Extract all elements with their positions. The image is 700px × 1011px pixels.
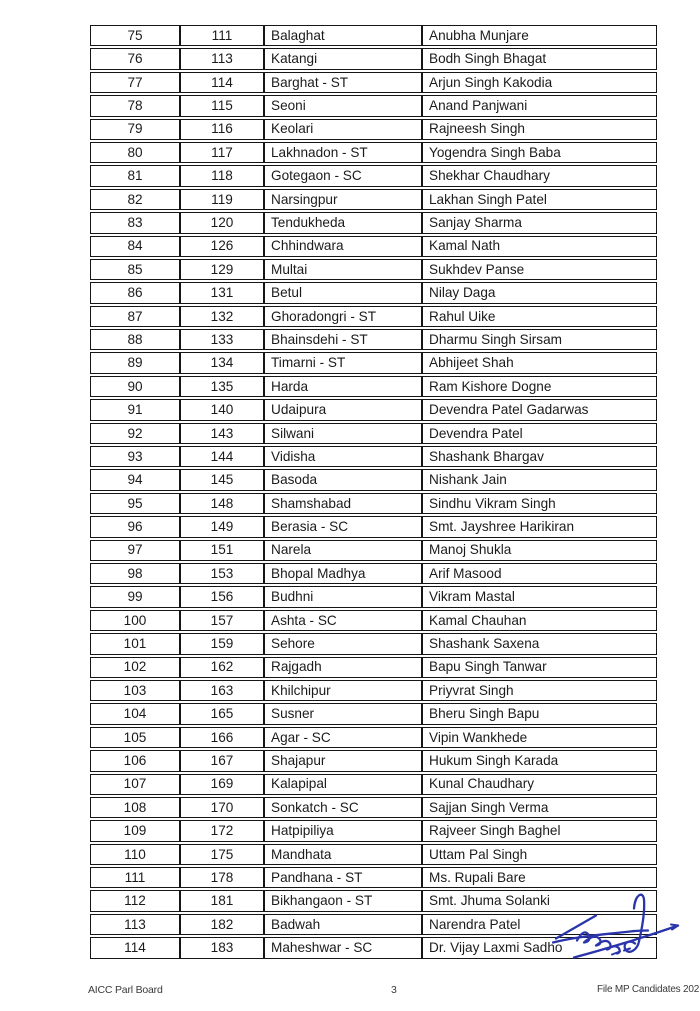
candidate-cell: Priyvrat Singh (421, 681, 656, 700)
constituency-cell: Ghoradongri - ST (263, 307, 421, 326)
code-cell: 175 (179, 845, 263, 864)
candidate-cell: Bheru Singh Bapu (421, 704, 656, 723)
serial-cell: 75 (127, 27, 143, 43)
serial-cell: 92 (127, 425, 143, 441)
candidate-cell: Kamal Chauhan (421, 611, 656, 630)
candidate-cell: Shekhar Chaudhary (421, 166, 656, 185)
constituency-cell: Chhindwara (263, 237, 421, 256)
candidate-cell: Nilay Daga (421, 283, 656, 302)
serial-cell: 98 (127, 565, 143, 581)
table-row (90, 142, 657, 163)
candidate-cell: Shashank Saxena (421, 634, 656, 653)
serial-cell: 94 (127, 472, 143, 488)
serial-cell: 105 (123, 729, 147, 745)
candidate-cell: Arjun Singh Kakodia (421, 73, 656, 92)
serial-cell: 78 (127, 98, 143, 114)
code-cell: 166 (179, 728, 263, 747)
footer-doc-label: AICC Parl Board (88, 984, 163, 996)
table-row (90, 189, 657, 210)
constituency-cell: Harda (263, 377, 421, 396)
code-cell: 181 (179, 891, 263, 910)
serial-cell: 112 (124, 893, 146, 909)
code-cell: 114 (179, 73, 263, 92)
table-row (90, 797, 657, 818)
code-cell: 156 (179, 587, 263, 606)
table-row (90, 516, 657, 537)
candidate-cell: Dharmu Singh Sirsam (421, 330, 656, 349)
constituency-cell: Keolari (263, 120, 421, 139)
constituency-cell: Bhainsdehi - ST (263, 330, 421, 349)
serial-cell: 83 (127, 215, 143, 231)
table-row (90, 469, 657, 490)
constituency-cell: Basoda (263, 470, 421, 489)
serial-cell: 106 (123, 753, 147, 768)
code-cell: 140 (179, 400, 263, 419)
table-row (90, 95, 657, 116)
constituency-cell: Pandhana - ST (263, 868, 421, 887)
serial-cell: 86 (127, 285, 143, 301)
constituency-cell: Betul (263, 283, 421, 302)
candidate-cell: Hukum Singh Karada (421, 751, 656, 770)
serial-cell: 91 (127, 402, 143, 418)
serial-cell: 107 (123, 776, 147, 792)
candidate-cell: Rahul Uike (421, 307, 656, 326)
serial-cell: 81 (127, 168, 143, 184)
serial-cell: 110 (124, 846, 146, 862)
constituency-cell: Maheshwar - SC (263, 938, 421, 957)
table-row (90, 329, 657, 350)
footer-file-label: File MP Candidates 202 (597, 984, 700, 995)
constituency-cell: Multai (263, 260, 421, 279)
candidate-cell: Smt. Jhuma Solanki (421, 891, 656, 910)
serial-cell: 113 (124, 916, 146, 932)
constituency-cell: Berasia - SC (263, 517, 421, 536)
serial-cell: 100 (123, 612, 147, 628)
code-cell: 132 (179, 307, 263, 326)
candidate-cell: Vikram Mastal (421, 587, 656, 606)
candidate-cell: Kamal Nath (421, 237, 656, 256)
constituency-cell: Seoni (263, 96, 421, 115)
table-row (90, 165, 657, 186)
candidate-cell: Sindhu Vikram Singh (421, 494, 656, 513)
code-cell: 182 (179, 915, 263, 934)
code-cell: 162 (179, 658, 263, 677)
candidate-cell: Dr. Vijay Laxmi Sadho (421, 938, 656, 957)
table-row (90, 376, 657, 397)
footer-page-number: 3 (391, 984, 397, 996)
code-cell: 148 (179, 494, 263, 513)
constituency-cell: Shajapur (263, 751, 421, 770)
code-cell: 115 (179, 96, 263, 115)
candidate-cell: Uttam Pal Singh (421, 845, 656, 864)
candidate-cell: Sajjan Singh Verma (421, 798, 656, 817)
serial-cell: 108 (123, 799, 147, 815)
code-cell: 167 (179, 751, 263, 770)
candidate-cell: Smt. Jayshree Harikiran (421, 517, 656, 536)
constituency-cell: Sehore (263, 634, 421, 653)
code-cell: 145 (179, 470, 263, 489)
candidate-cell: Devendra Patel Gadarwas (421, 400, 656, 419)
serial-cell: 89 (127, 355, 143, 371)
serial-cell: 103 (123, 682, 147, 698)
table-row (90, 446, 657, 467)
serial-cell: 102 (123, 659, 147, 675)
code-cell: 183 (179, 938, 263, 957)
serial-cell: 104 (123, 706, 147, 722)
serial-cell: 95 (127, 495, 143, 511)
code-cell: 126 (179, 237, 263, 256)
constituency-cell: Vidisha (263, 447, 421, 466)
code-cell: 117 (179, 143, 263, 162)
candidate-cell: Arif Masood (421, 564, 656, 583)
candidate-cell: Anubha Munjare (421, 26, 656, 45)
candidate-cell: Shashank Bhargav (421, 447, 656, 466)
serial-cell: 114 (124, 940, 146, 956)
constituency-cell: Bikhangaon - ST (263, 891, 421, 910)
table-row (90, 890, 657, 911)
candidate-cell: Kunal Chaudhary (421, 775, 656, 794)
constituency-cell: Ashta - SC (263, 611, 421, 630)
code-cell: 116 (179, 120, 263, 139)
code-cell: 134 (179, 353, 263, 372)
candidate-cell: Manoj Shukla (421, 541, 656, 560)
table-row (90, 25, 657, 46)
table-row (90, 352, 657, 373)
candidate-cell: Anand Panjwani (421, 96, 656, 115)
constituency-cell: Shamshabad (263, 494, 421, 513)
table-row (90, 867, 657, 888)
code-cell: 143 (179, 424, 263, 443)
table-row (90, 703, 657, 724)
table-row (90, 680, 657, 701)
candidate-cell: Bapu Singh Tanwar (421, 658, 656, 677)
constituency-cell: Gotegaon - SC (263, 166, 421, 185)
serial-cell: 80 (127, 144, 143, 160)
code-cell: 111 (179, 26, 263, 45)
constituency-cell: Susner (263, 704, 421, 723)
serial-cell: 87 (127, 308, 143, 324)
table-row (90, 423, 657, 444)
table-row (90, 844, 657, 865)
serial-cell: 77 (127, 74, 143, 90)
candidate-cell: Lakhan Singh Patel (421, 190, 656, 209)
serial-cell: 76 (127, 51, 143, 67)
candidate-cell: Vipin Wankhede (421, 728, 656, 747)
table-row (90, 399, 657, 420)
serial-cell: 97 (127, 542, 143, 558)
candidate-cell: Sanjay Sharma (421, 213, 656, 232)
constituency-cell: Mandhata (263, 845, 421, 864)
constituency-cell: Budhni (263, 587, 421, 606)
candidate-cell: Ms. Rupali Bare (421, 868, 656, 887)
code-cell: 178 (179, 868, 263, 887)
table-row (90, 259, 657, 280)
candidates-table (90, 25, 657, 959)
table-row (90, 657, 657, 678)
code-cell: 133 (179, 330, 263, 349)
serial-cell: 84 (127, 238, 143, 254)
table-row (90, 540, 657, 561)
code-cell: 113 (179, 49, 263, 68)
code-cell: 159 (179, 634, 263, 653)
code-cell: 149 (179, 517, 263, 536)
table-row (90, 820, 657, 841)
candidate-cell: Narendra Patel (421, 915, 656, 934)
table-row (90, 563, 657, 584)
serial-cell: 99 (127, 589, 143, 605)
code-cell: 144 (179, 447, 263, 466)
constituency-cell: Khilchipur (263, 681, 421, 700)
constituency-cell: Silwani (263, 424, 421, 443)
candidate-cell: Nishank Jain (421, 470, 656, 489)
table-row (90, 586, 657, 607)
candidate-cell: Yogendra Singh Baba (421, 143, 656, 162)
table-row (90, 212, 657, 233)
table-row (90, 774, 657, 795)
code-cell: 157 (179, 611, 263, 630)
code-cell: 129 (179, 260, 263, 279)
code-cell: 165 (179, 704, 263, 723)
serial-cell: 79 (127, 121, 143, 137)
code-cell: 118 (179, 166, 263, 185)
code-cell: 131 (179, 283, 263, 302)
constituency-cell: Hatpipiliya (263, 821, 421, 840)
code-cell: 169 (179, 775, 263, 794)
code-cell: 153 (179, 564, 263, 583)
serial-cell: 90 (127, 378, 143, 394)
constituency-cell: Bhopal Madhya (263, 564, 421, 583)
table-row (90, 236, 657, 257)
table-row (90, 750, 657, 771)
table-row (90, 937, 657, 958)
candidate-cell: Devendra Patel (421, 424, 656, 443)
constituency-cell: Katangi (263, 49, 421, 68)
constituency-cell: Agar - SC (263, 728, 421, 747)
code-cell: 170 (179, 798, 263, 817)
constituency-cell: Udaipura (263, 400, 421, 419)
constituency-cell: Rajgadh (263, 658, 421, 677)
constituency-cell: Narela (263, 541, 421, 560)
table-row (90, 727, 657, 748)
serial-cell: 109 (123, 823, 147, 839)
table-row (90, 610, 657, 631)
table-row (90, 633, 657, 654)
table-row (90, 306, 657, 327)
serial-cell: 88 (127, 331, 143, 347)
constituency-cell: Tendukheda (263, 213, 421, 232)
candidate-cell: Rajneesh Singh (421, 120, 656, 139)
table-row (90, 48, 657, 69)
code-cell: 119 (179, 190, 263, 209)
candidate-cell: Ram Kishore Dogne (421, 377, 656, 396)
serial-cell: 101 (123, 636, 147, 652)
constituency-cell: Sonkatch - SC (263, 798, 421, 817)
constituency-cell: Narsingpur (263, 190, 421, 209)
candidate-cell: Abhijeet Shah (421, 353, 656, 372)
constituency-cell: Barghat - ST (263, 73, 421, 92)
constituency-cell: Lakhnadon - ST (263, 143, 421, 162)
constituency-cell: Timarni - ST (263, 353, 421, 372)
serial-cell: 96 (127, 519, 143, 535)
code-cell: 163 (179, 681, 263, 700)
constituency-cell: Balaghat (263, 26, 421, 45)
code-cell: 120 (179, 213, 263, 232)
table-row (90, 914, 657, 935)
serial-cell: 85 (127, 261, 143, 277)
code-cell: 172 (179, 821, 263, 840)
constituency-cell: Kalapipal (263, 775, 421, 794)
candidate-cell: Rajveer Singh Baghel (421, 821, 656, 840)
serial-cell: 93 (127, 448, 143, 464)
table-row (90, 493, 657, 514)
constituency-cell: Badwah (263, 915, 421, 934)
candidate-cell: Sukhdev Panse (421, 260, 656, 279)
table-row (90, 72, 657, 93)
serial-cell: 82 (127, 191, 143, 207)
code-cell: 151 (179, 541, 263, 560)
serial-cell: 111 (124, 869, 146, 885)
table-row (90, 119, 657, 140)
table-row (90, 282, 657, 303)
candidate-cell: Bodh Singh Bhagat (421, 49, 656, 68)
code-cell: 135 (179, 377, 263, 396)
